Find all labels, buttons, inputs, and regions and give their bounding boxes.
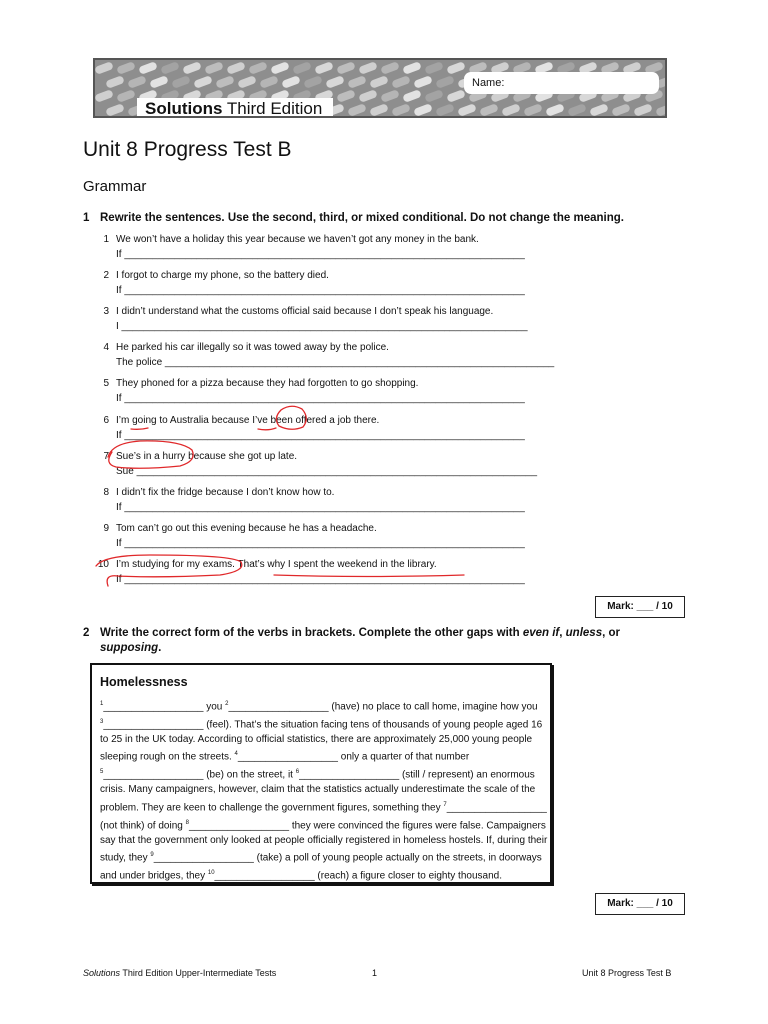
pattern-pill [116,89,136,103]
pattern-pill [490,117,510,118]
answer-line[interactable]: If ________________________________________________________________________ [116,284,525,296]
pattern-pill [116,61,136,75]
mark-box-1[interactable]: Mark: ___ / 10 [595,596,685,618]
pattern-pill [314,61,334,75]
pattern-pill [369,75,389,89]
pattern-pill [358,117,378,118]
item-number: 6 [103,415,109,426]
item-number: 7 [103,451,109,462]
passage-text: $^1$__________________ you $^2$__________________ (have) no place to call home, imagine how you $^3$__________________ (feel). That’s the situation facing tens of thousands of young people aged 16 to 25 in the UK today. According to official statistics, there are approximately 25,000 young people sleeping rough on the streets. $^4$__________________ only a quarter of that number $^5$__________________ (be) on the street, it $^6$__________________ (still / represent) an enormous crisis. Many campaigners, however, claim that the statistics actually underestimate the scale of the problem. They are keen to challenge the government figures, something they $^7$__________________ (not think) of doing $^8$__________________ they were convinced the figures were false. Campaigners say that the government only looked at people officially registered in homeless hostels. If, during their study, they $^9$__________________ (take) a poll of young people actually on the streets, in doorways and under bridges, they $^{10}$__________________ (reach) a figure closer to eighty thousand. [100,701,548,882]
pattern-pill [479,103,499,117]
pattern-pill [105,103,125,117]
answer-line[interactable]: If ________________________________________________________________________ [116,429,525,441]
pattern-pill [446,61,466,75]
pattern-pill [336,117,356,118]
pattern-pill [424,117,444,118]
section-title: Grammar [83,178,147,195]
pattern-pill [138,61,158,75]
pattern-pill [666,117,667,118]
pattern-pill [281,75,301,89]
pattern-pill [435,75,455,89]
pattern-pill [402,117,422,118]
pattern-pill [95,61,114,75]
pattern-pill [369,103,389,117]
brand-bold: Solutions [145,99,223,118]
item-sentence: I’m studying for my exams. That’s why I spent the weekend in the library. [116,559,437,570]
pattern-pill [358,61,378,75]
pattern-pill [303,75,323,89]
pattern-pill [611,103,631,117]
pattern-pill [259,75,279,89]
pattern-pill [105,75,125,89]
pattern-pill [95,89,114,103]
item-number: 8 [103,487,109,498]
name-label: Name: [472,77,505,89]
item-sentence: I didn’t fix the fridge because I don’t know how to. [116,487,335,498]
pattern-pill [457,103,477,117]
item-sentence: They phoned for a pizza because they had forgotten to go shopping. [116,378,419,389]
mark-box-2[interactable]: Mark: ___ / 10 [595,893,685,915]
pattern-pill [314,117,334,118]
pattern-pill [556,117,576,118]
pattern-pill [204,117,224,118]
pattern-pill [215,75,235,89]
pattern-pill [545,103,565,117]
item-number: 9 [103,523,109,534]
pattern-pill [391,75,411,89]
pattern-pill [182,117,202,118]
passage-title: Homelessness [100,675,188,689]
pattern-pill [292,117,312,118]
pattern-pill [589,103,609,117]
answer-line[interactable]: If ________________________________________________________________________ [116,501,525,513]
item-sentence: I forgot to charge my phone, so the battery died. [116,270,329,281]
pattern-pill [226,61,246,75]
pattern-pill [402,61,422,75]
pattern-pill [336,89,356,103]
pattern-pill [325,75,345,89]
pattern-pill [237,75,257,89]
pattern-pill [446,89,466,103]
name-field[interactable] [464,72,659,94]
pattern-pill [138,117,158,118]
passage-box [90,663,552,884]
answer-line[interactable]: Sue ________________________________________________________________________ [116,465,538,477]
pattern-pill [347,103,367,117]
page-title: Unit 8 Progress Test B [83,138,292,161]
pattern-pill [413,103,433,117]
pattern-pill [204,61,224,75]
pattern-pill [160,117,180,118]
pattern-pill [633,103,653,117]
answer-line[interactable]: If ________________________________________________________________________ [116,537,525,549]
pattern-pill [380,89,400,103]
pattern-pill [435,103,455,117]
question-instruction: Rewrite the sentences. Use the second, third, or mixed conditional. Do not change the meaning. [100,212,624,224]
pattern-pill [248,61,268,75]
footer-page-number: 1 [372,968,378,978]
pattern-pill [534,117,554,118]
brand-rest: Third Edition [222,99,323,118]
item-sentence: Tom can’t go out this evening because he has a headache. [116,523,377,534]
brand-logo [137,98,333,118]
pattern-pill [413,75,433,89]
item-number: 2 [103,270,109,281]
pattern-pill [567,103,587,117]
pattern-pill [226,117,246,118]
pattern-pill [358,89,378,103]
pattern-pill [248,117,268,118]
pattern-pill [193,75,213,89]
pattern-pill [270,117,290,118]
answer-line[interactable]: I _________________________________________________________________________ [116,320,528,332]
item-number: 10 [97,559,109,570]
pattern-pill [523,103,543,117]
pattern-pill [666,61,667,75]
pattern-pill [578,117,598,118]
item-sentence: I didn’t understand what the customs official said because I don’t speak his language. [116,306,494,317]
pattern-pill [622,117,642,118]
pattern-pill [347,75,367,89]
footer-right: Unit 8 Progress Test B [582,968,672,978]
question-instruction: Write the correct form of the verbs in brackets. Complete the other gaps with even if, unless, or supposing. [100,627,620,654]
pattern-pill [171,75,191,89]
header-banner [93,58,667,118]
item-number: 1 [103,234,109,245]
pattern-pill [270,61,290,75]
item-sentence: I’m going to Australia because I’ve been offered a job there. [116,415,380,426]
pattern-pill [600,117,620,118]
pattern-pill [292,61,312,75]
pattern-pill [336,61,356,75]
pattern-pill [644,117,664,118]
item-number: 4 [103,342,109,353]
pattern-pill [149,75,169,89]
item-number: 5 [103,378,109,389]
pattern-pill [182,61,202,75]
pattern-pill [391,103,411,117]
pattern-pill [160,61,180,75]
item-number: 3 [103,306,109,317]
item-sentence: He parked his car illegally so it was towed away by the police. [116,342,389,353]
pattern-pill [666,89,667,103]
pattern-pill [380,117,400,118]
answer-line[interactable]: If ________________________________________________________________________ [116,248,525,260]
question-number: 1 [83,212,90,224]
footer-left: Solutions Third Edition Upper-Intermediate Tests [83,968,277,978]
answer-line[interactable]: The police ______________________________________________________________________ [116,356,555,368]
pattern-pill [402,89,422,103]
item-sentence: We won’t have a holiday this year because we haven’t got any money in the bank. [116,234,479,245]
pattern-pill [512,117,532,118]
answer-line[interactable]: If ________________________________________________________________________ [116,392,525,404]
pattern-pill [95,117,114,118]
pattern-pill [424,61,444,75]
answer-line[interactable]: If ________________________________________________________________________ [116,573,525,585]
pattern-pill [468,117,488,118]
pattern-pill [655,103,667,117]
pattern-pill [501,103,521,117]
pattern-pill [127,75,147,89]
pattern-pill [446,117,466,118]
pattern-pill [116,117,136,118]
item-sentence: Sue’s in a hurry because she got up late. [116,451,298,462]
pattern-pill [380,61,400,75]
pattern-pill [424,89,444,103]
question-number: 2 [83,627,90,639]
